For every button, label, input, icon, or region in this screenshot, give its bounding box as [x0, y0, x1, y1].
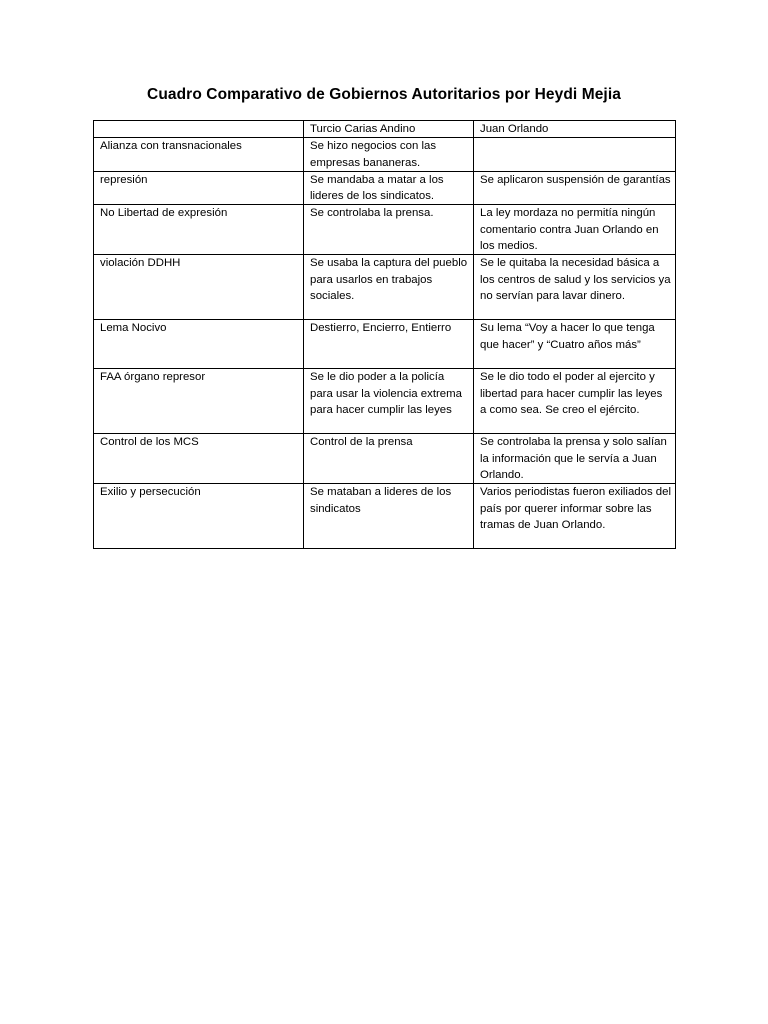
table-row — [94, 320, 676, 369]
criterion-cell: No Libertad de expresión — [94, 205, 304, 255]
criterion-cell: FAA órgano represor — [94, 369, 304, 434]
orlando-cell — [474, 138, 676, 172]
carias-cell: Control de la prensa — [304, 434, 474, 484]
table-row — [94, 484, 676, 549]
table-row — [94, 171, 676, 205]
criterion-cell: violación DDHH — [94, 255, 304, 320]
comparison-table — [93, 120, 676, 549]
criterion-cell: Control de los MCS — [94, 434, 304, 484]
orlando-cell: Se aplicaron suspensión de garantías — [474, 171, 676, 205]
header-cell-criterion — [94, 121, 304, 138]
carias-cell: Se mandaba a matar a los lideres de los sindicatos. — [304, 171, 474, 205]
table-row — [94, 255, 676, 320]
carias-cell: Se usaba la captura del pueblo para usarlos en trabajos sociales. — [304, 255, 474, 320]
page-title: Cuadro Comparativo de Gobiernos Autoritarios por Heydi Mejia — [147, 86, 621, 103]
carias-cell: Destierro, Encierro, Entierro — [304, 320, 474, 369]
criterion-cell: Exilio y persecución — [94, 484, 304, 549]
header-cell-carias: Turcio Carias Andino — [304, 121, 474, 138]
table-header-row — [94, 121, 676, 138]
table-row — [94, 369, 676, 434]
orlando-cell: Se le quitaba la necesidad básica a los centros de salud y los servicios ya no servían para lavar dinero. — [474, 255, 676, 320]
table-row — [94, 138, 676, 172]
table-row — [94, 205, 676, 255]
orlando-cell: La ley mordaza no permitía ningún comentario contra Juan Orlando en los medios. — [474, 205, 676, 255]
carias-cell: Se controlaba la prensa. — [304, 205, 474, 255]
carias-cell: Se le dio poder a la policía para usar la violencia extrema para hacer cumplir las leyes — [304, 369, 474, 434]
carias-cell: Se hizo negocios con las empresas bananeras. — [304, 138, 474, 172]
orlando-cell: Varios periodistas fueron exiliados del país por querer informar sobre las tramas de Juan Orlando. — [474, 484, 676, 549]
orlando-cell: Se controlaba la prensa y solo salían la información que le servía a Juan Orlando. — [474, 434, 676, 484]
criterion-cell: Lema Nocivo — [94, 320, 304, 369]
carias-cell: Se mataban a lideres de los sindicatos — [304, 484, 474, 549]
criterion-cell: represión — [94, 171, 304, 205]
header-cell-orlando: Juan Orlando — [474, 121, 676, 138]
orlando-cell: Se le dio todo el poder al ejercito y libertad para hacer cumplir las leyes a como sea. Se creo el ejército. — [474, 369, 676, 434]
orlando-cell: Su lema “Voy a hacer lo que tenga que hacer” y “Cuatro años más” — [474, 320, 676, 369]
criterion-cell: Alianza con transnacionales — [94, 138, 304, 172]
table-row — [94, 434, 676, 484]
